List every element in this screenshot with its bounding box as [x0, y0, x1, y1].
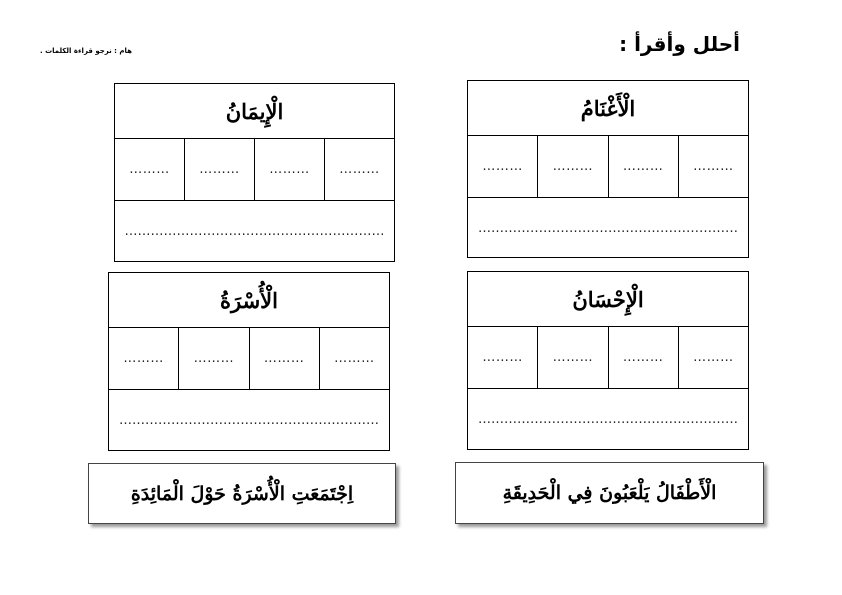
word-card-ihsan [467, 271, 749, 450]
syllable-blank[interactable]: ……… [339, 162, 380, 177]
syllable-blank[interactable]: ……… [538, 327, 608, 388]
syllable-blank[interactable]: ……… [109, 328, 179, 389]
reading-sentence-children: الْأَطْفَالُ يَلْعَبُونَ فِي الْحَدِيقَةِ [455, 462, 764, 524]
word-writing-line[interactable]: …………………………………………………… [119, 412, 379, 428]
reading-sentence-family: اِجْتَمَعَتِ الْأُسْرَةُ حَوْلَ الْمَائِدَةِ [88, 463, 396, 524]
word-card-aghnam [467, 80, 749, 258]
word-writing-line[interactable]: …………………………………………………… [478, 411, 738, 427]
word-card-iman [114, 83, 395, 262]
syllable-row [115, 139, 394, 201]
syllable-blank[interactable]: ……… [693, 350, 734, 365]
syllable-blank[interactable]: ……… [538, 136, 608, 197]
syllable-blank[interactable]: ……… [693, 159, 734, 174]
syllable-blank[interactable]: ……… [334, 351, 375, 366]
word-card-title: الْإِيمَانُ [115, 84, 394, 139]
syllable-blank[interactable]: ……… [609, 327, 679, 388]
syllable-blank[interactable]: ……… [255, 139, 325, 200]
syllable-row [468, 327, 748, 389]
instruction-note: هام : نرجو قراءة الكلمات . [40, 47, 133, 55]
syllable-blank[interactable]: ……… [185, 139, 255, 200]
word-writing-line[interactable]: …………………………………………………… [478, 220, 738, 236]
syllable-row [109, 328, 389, 390]
syllable-blank[interactable]: ……… [468, 136, 538, 197]
syllable-row [468, 136, 748, 198]
syllable-blank[interactable]: ……… [179, 328, 249, 389]
syllable-blank[interactable]: ……… [468, 327, 538, 388]
syllable-blank[interactable]: ……… [609, 136, 679, 197]
word-card-title: الْأَغْنَامُ [468, 81, 748, 136]
syllable-blank[interactable]: ……… [250, 328, 320, 389]
word-card-title: الْإِحْسَانُ [468, 272, 748, 327]
word-card-title: الْأُسْرَةُ [109, 273, 389, 328]
word-writing-line[interactable]: …………………………………………………… [124, 223, 385, 239]
page-title: أحلل وأقرأ : [619, 32, 740, 56]
word-card-usra [108, 272, 390, 451]
syllable-blank[interactable]: ……… [115, 139, 185, 200]
